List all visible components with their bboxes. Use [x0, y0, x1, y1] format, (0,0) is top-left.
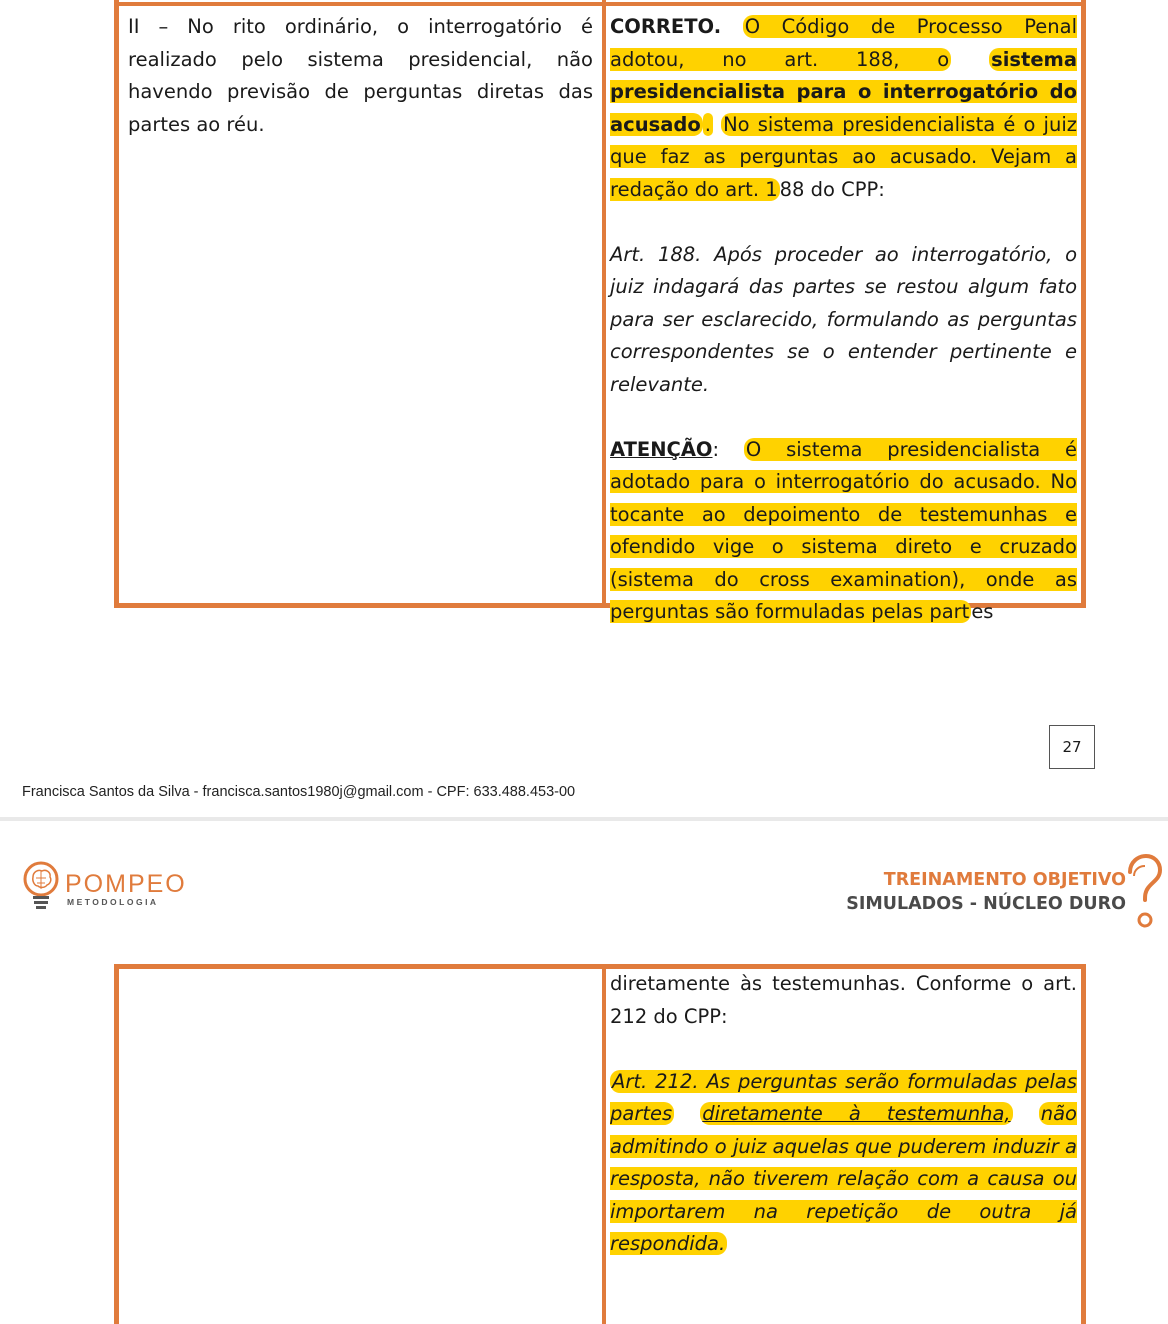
statement-cell [128, 11, 593, 141]
highlight-text: não admitindo o juiz aquelas que puderem induzir a resposta, não tiverem relação com a causa ou importarem na repetição de outra já respondida. [610, 1102, 1077, 1255]
answer-cell [610, 11, 1077, 629]
continued-paragraph: diretamente às testemunhas. Conforme o art. 212 do CPP: [610, 972, 1077, 1028]
question-table-bottom [114, 964, 1086, 1324]
page-number: 27 [1049, 725, 1095, 769]
plain-text: es [971, 600, 994, 623]
attention-label: ATENÇÃO [610, 437, 713, 461]
attention-paragraph: ATENÇÃO: O sistema presidencialista é adotado para o interrogatório do acusado. No tocante ao depoimento de testemunhas e ofendido vige o sistema direto e cruzado (sistema do cross examination), onde as perguntas são formuladas pelas part es [610, 437, 1077, 623]
header-title-line2: SIMULADOS - NÚCLEO DURO [846, 894, 1126, 914]
plain-text: 88 do CPP: [779, 177, 885, 201]
logo-name: POMPEO [65, 870, 187, 898]
table-row-divider [119, 2, 1081, 6]
highlight-underlined-text: diretamente à testemunha, [702, 1102, 1011, 1125]
question-mark-icon [1124, 852, 1164, 934]
answer-cell-continued [610, 968, 1077, 1261]
law-quote-212 [610, 1066, 1077, 1261]
lightbulb-brain-icon [22, 860, 60, 916]
highlight-text: Art. 212. As perguntas serão formuladas pelas partes [610, 1069, 1077, 1125]
column-divider [602, 969, 606, 1324]
highlight-text: . [704, 112, 711, 136]
column-divider [602, 0, 606, 603]
highlight-text: O sistema presidencialista é adotado para o interrogatório do acusado. No tocante ao depoimento de testemunhas e ofendido vige o sistema direto e cruzado (sistema do cross examination), onde as perguntas são formuladas pelas part [610, 437, 1077, 623]
header-title [846, 868, 1126, 916]
law-quote-188: Art. 188. Após proceder ao interrogatório, o juiz indagará das partes se restou algum fato para ser esclarecido, formulando as perguntas correspondentes se o entender pertinente e relevante. [610, 242, 1077, 396]
question-table-top [114, 0, 1086, 623]
highlight-text: No sistema presidencialista é o juiz que faz as perguntas ao acusado. Vejam a redação do art. 1 [610, 112, 1077, 201]
highlight-text: O Código de Processo Penal adotou, no art. 188, o [610, 15, 1078, 71]
logo-subtitle: METODOLOGIA [67, 897, 159, 907]
statement-text: II – No rito ordinário, o interrogatório é realizado pelo sistema presidencial, não havendo previsão de perguntas diretas das partes ao réu. [128, 15, 593, 136]
page-separator [0, 817, 1168, 821]
answer-paragraph [610, 11, 1077, 206]
header-title-line1: TREINAMENTO OBJETIVO [883, 870, 1126, 890]
verdict-label: CORRETO. [610, 15, 722, 38]
highlight-bold-text: sistema presidencialista para o interrogatório do acusado [610, 47, 1078, 136]
pompeo-logo [22, 860, 202, 920]
footer-watermark: Francisca Santos da Silva - francisca.santos1980j@gmail.com - CPF: 633.488.453-00 [22, 784, 576, 800]
